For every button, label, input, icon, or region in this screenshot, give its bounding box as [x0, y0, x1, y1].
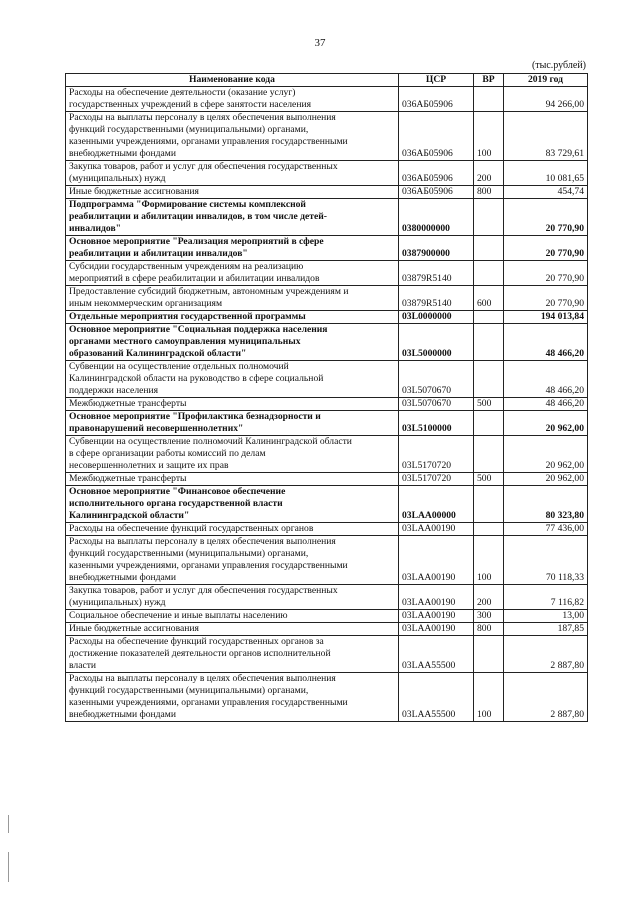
row-amount: 83 729,61	[504, 112, 588, 161]
row-vr: 800	[474, 623, 504, 636]
row-csr: 03L0000000	[399, 311, 474, 324]
row-name	[66, 186, 399, 199]
row-csr: 036АБ05906	[399, 87, 474, 112]
row-csr: 03LАА55500	[399, 636, 474, 673]
row-name-line: Расходы на обеспечение деятельности (оказание услуг)	[69, 87, 296, 98]
row-vr: 100	[474, 112, 504, 161]
row-amount: 70 118,33	[504, 536, 588, 585]
row-name-line: Иные бюджетные ассигнования	[69, 623, 199, 634]
row-name	[66, 536, 399, 585]
table-row	[66, 324, 588, 361]
row-vr	[474, 436, 504, 473]
row-csr: 03LАА00190	[399, 623, 474, 636]
table-row	[66, 112, 588, 161]
row-amount: 80 323,80	[504, 486, 588, 523]
row-name-line: Отдельные мероприятия государственной программы	[69, 311, 306, 322]
row-name-line: мероприятий в сфере реабилитации и абилитации инвалидов	[69, 273, 320, 284]
row-csr: 036АБ05906	[399, 186, 474, 199]
row-amount: 10 081,65	[504, 161, 588, 186]
row-name	[66, 112, 399, 161]
row-name	[66, 523, 399, 536]
row-amount: 7 116,82	[504, 585, 588, 610]
row-name	[66, 199, 399, 236]
row-csr: 03LАА00190	[399, 523, 474, 536]
row-name-line: в сфере организации работы комиссий по делам	[69, 448, 266, 459]
margin-mark	[8, 815, 9, 833]
row-name-line: Предоставление субсидий бюджетным, автономным учреждениям и	[69, 286, 349, 297]
row-name-line: достижение показателей деятельности органов исполнительной	[69, 648, 331, 659]
table-row	[66, 261, 588, 286]
row-csr: 03L5100000	[399, 411, 474, 436]
row-name-line: Расходы на выплаты персоналу в целях обеспечения выполнения	[69, 536, 336, 547]
row-name-line: функций государственными (муниципальными) органами,	[69, 685, 309, 696]
row-vr	[474, 87, 504, 112]
row-name-line: Расходы на выплаты персоналу в целях обеспечения выполнения	[69, 673, 336, 684]
row-name-line: Расходы на обеспечение функций государственных органов	[69, 523, 314, 534]
row-amount: 77 436,00	[504, 523, 588, 536]
row-name	[66, 361, 399, 398]
row-amount: 94 266,00	[504, 87, 588, 112]
row-amount: 20 962,00	[504, 411, 588, 436]
row-amount: 20 770,90	[504, 286, 588, 311]
row-name	[66, 311, 399, 324]
row-name	[66, 486, 399, 523]
row-name-line: Подпрограмма "Формирование системы комплексной	[69, 199, 306, 210]
row-vr	[474, 236, 504, 261]
row-name	[66, 636, 399, 673]
row-name	[66, 286, 399, 311]
row-name	[66, 324, 399, 361]
row-name-line: (муниципальных) нужд	[69, 597, 166, 608]
table-header-row	[66, 74, 588, 87]
row-vr: 600	[474, 286, 504, 311]
row-name-line: Межбюджетные трансферты	[69, 398, 187, 409]
row-name	[66, 87, 399, 112]
row-csr: 03L5000000	[399, 324, 474, 361]
row-name-line: Межбюджетные трансферты	[69, 473, 187, 484]
row-name-line: Основное мероприятие "Финансовое обеспечение	[69, 486, 286, 497]
row-name-line: Субвенции на осуществление полномочий Калининградской области	[69, 436, 352, 447]
row-vr	[474, 486, 504, 523]
row-name	[66, 261, 399, 286]
row-name	[66, 436, 399, 473]
units-label: (тыс.рублей)	[531, 60, 586, 71]
row-csr: 03L5170720	[399, 436, 474, 473]
row-name-line: правонарушений несовершеннолетних"	[69, 423, 244, 434]
page-number: 37	[314, 37, 326, 49]
row-name-line: исполнительного органа государственной власти	[69, 498, 283, 509]
row-vr: 100	[474, 673, 504, 722]
row-csr: 03879R5140	[399, 286, 474, 311]
row-amount: 20 770,90	[504, 261, 588, 286]
row-name-line: Калининградской области на руководство в сфере социальной	[69, 373, 324, 384]
table-row	[66, 87, 588, 112]
row-amount: 194 013,84	[504, 311, 588, 324]
header-csr: ЦСР	[399, 74, 474, 87]
table-row	[66, 236, 588, 261]
table-row	[66, 486, 588, 523]
row-vr: 100	[474, 536, 504, 585]
row-name-line: казенными учреждениями, органами управления государственными	[69, 697, 348, 708]
row-name	[66, 610, 399, 623]
row-name-line: внебюджетными фондами	[69, 709, 176, 720]
row-vr	[474, 636, 504, 673]
row-csr: 03L5170720	[399, 473, 474, 486]
table-row	[66, 199, 588, 236]
table-row	[66, 286, 588, 311]
row-name-line: Закупка товаров, работ и услуг для обеспечения государственных	[69, 585, 338, 596]
budget-table	[65, 73, 588, 722]
row-vr: 800	[474, 186, 504, 199]
row-name-line: власти	[69, 660, 97, 671]
row-vr: 200	[474, 585, 504, 610]
row-name-line: поддержки населения	[69, 385, 159, 396]
table-row	[66, 636, 588, 673]
row-vr	[474, 361, 504, 398]
row-name-line: Калининградской области"	[69, 510, 190, 521]
row-csr: 03LАА55500	[399, 673, 474, 722]
table-body	[66, 87, 588, 722]
row-vr	[474, 523, 504, 536]
row-name-line: иным некоммерческим организациям	[69, 298, 223, 309]
table-row	[66, 161, 588, 186]
header-year: 2019 год	[504, 74, 588, 87]
row-csr: 03879R5140	[399, 261, 474, 286]
row-name-line: Иные бюджетные ассигнования	[69, 186, 199, 197]
row-amount: 20 962,00	[504, 473, 588, 486]
row-vr	[474, 411, 504, 436]
row-vr: 300	[474, 610, 504, 623]
row-vr	[474, 311, 504, 324]
row-name-line: Расходы на обеспечение функций государственных органов за	[69, 636, 324, 647]
row-name-line: (муниципальных) нужд	[69, 173, 166, 184]
table-row	[66, 523, 588, 536]
row-vr: 500	[474, 398, 504, 411]
row-amount: 48 466,20	[504, 398, 588, 411]
row-name-line: реабилитации и абилитации инвалидов, в том числе детей-	[69, 211, 327, 222]
row-name-line: внебюджетными фондами	[69, 148, 176, 159]
row-name	[66, 473, 399, 486]
table-row	[66, 536, 588, 585]
margin-mark	[8, 852, 9, 882]
row-csr: 03LАА00000	[399, 486, 474, 523]
row-amount: 2 887,80	[504, 636, 588, 673]
row-csr: 03L5070670	[399, 361, 474, 398]
table-row	[66, 398, 588, 411]
table-row	[66, 623, 588, 636]
row-name	[66, 236, 399, 261]
table-row	[66, 436, 588, 473]
row-vr	[474, 261, 504, 286]
table-row	[66, 610, 588, 623]
row-vr: 500	[474, 473, 504, 486]
row-name-line: Основное мероприятие "Реализация мероприятий в сфере	[69, 236, 324, 247]
row-amount: 454,74	[504, 186, 588, 199]
row-amount: 48 466,20	[504, 324, 588, 361]
row-name-line: Расходы на выплаты персоналу в целях обеспечения выполнения	[69, 112, 336, 123]
row-csr: 03LАА00190	[399, 585, 474, 610]
row-name-line: несовершеннолетних и защите их прав	[69, 460, 229, 471]
row-amount: 48 466,20	[504, 361, 588, 398]
table-row	[66, 585, 588, 610]
row-name-line: Основное мероприятие "Профилактика безнадзорности и	[69, 411, 321, 422]
row-vr: 200	[474, 161, 504, 186]
row-name-line: Субвенции на осуществление отдельных полномочий	[69, 361, 289, 372]
row-name	[66, 673, 399, 722]
row-vr	[474, 324, 504, 361]
row-csr: 03LАА00190	[399, 536, 474, 585]
header-name: Наименование кода	[66, 74, 399, 87]
row-name	[66, 161, 399, 186]
table-row	[66, 311, 588, 324]
row-name-line: казенными учреждениями, органами управления государственными	[69, 136, 348, 147]
row-name-line: Закупка товаров, работ и услуг для обеспечения государственных	[69, 161, 338, 172]
row-name-line: Субсидии государственным учреждениям на реализацию	[69, 261, 304, 272]
row-name-line: функций государственными (муниципальными) органами,	[69, 124, 309, 135]
row-csr: 03L5070670	[399, 398, 474, 411]
row-csr: 036АБ05906	[399, 112, 474, 161]
table-row	[66, 361, 588, 398]
row-name-line: Социальное обеспечение и иные выплаты населению	[69, 610, 288, 621]
row-name	[66, 623, 399, 636]
row-csr: 036АБ05906	[399, 161, 474, 186]
header-vr: ВР	[474, 74, 504, 87]
table-row	[66, 186, 588, 199]
table-row	[66, 473, 588, 486]
row-name-line: реабилитации и абилитации инвалидов"	[69, 248, 248, 259]
row-amount: 187,85	[504, 623, 588, 636]
row-csr: 0387900000	[399, 236, 474, 261]
table-row	[66, 673, 588, 722]
row-csr: 0380000000	[399, 199, 474, 236]
row-csr: 03LАА00190	[399, 610, 474, 623]
row-name-line: функций государственными (муниципальными) органами,	[69, 548, 309, 559]
row-name-line: государственных учреждений в сфере занятости населения	[69, 99, 311, 110]
row-name-line: образований Калининградской области"	[69, 348, 247, 359]
row-name	[66, 585, 399, 610]
row-name-line: внебюджетными фондами	[69, 572, 176, 583]
row-name-line: инвалидов"	[69, 223, 121, 234]
row-amount: 13,00	[504, 610, 588, 623]
row-amount: 20 770,90	[504, 199, 588, 236]
row-amount: 20 770,90	[504, 236, 588, 261]
row-vr	[474, 199, 504, 236]
row-name	[66, 411, 399, 436]
row-name-line: Основное мероприятие "Социальная поддержка населения	[69, 324, 328, 335]
row-name	[66, 398, 399, 411]
row-name-line: казенными учреждениями, органами управления государственными	[69, 560, 348, 571]
row-name-line: органами местного самоуправления муниципальных	[69, 336, 301, 347]
table-row	[66, 411, 588, 436]
row-amount: 20 962,00	[504, 436, 588, 473]
row-amount: 2 887,80	[504, 673, 588, 722]
